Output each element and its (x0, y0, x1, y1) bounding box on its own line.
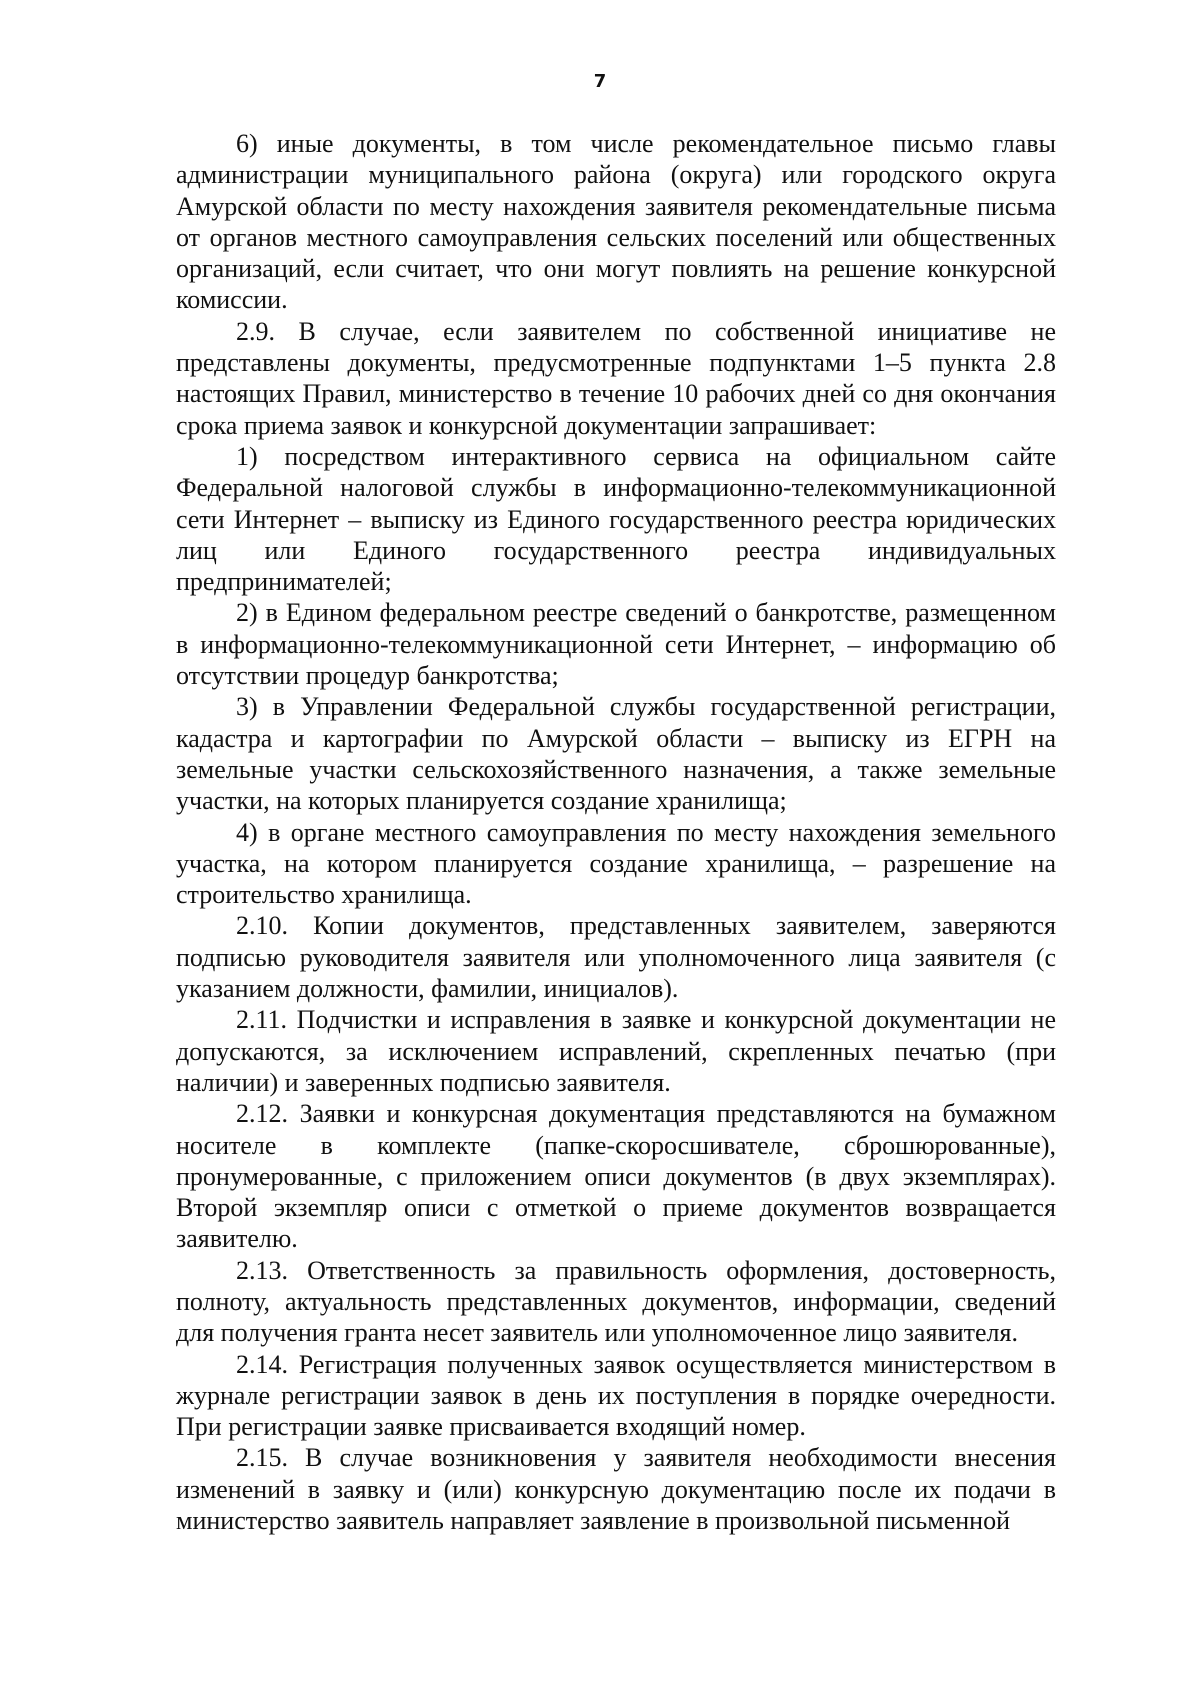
paragraph-2-11: 2.11. Подчистки и исправления в заявке и конкурсной документации не допускаются, за исключением исправлений, скрепленных печатью (при наличии) и заверенных подписью заявителя. (176, 1005, 1056, 1097)
document-body (176, 128, 1056, 1536)
paragraph-2-9-item-2: 2) в Едином федеральном реестре сведений о банкротстве, размещенном в информационно-телекоммуникационной сети Интернет, – информацию об отсутствии процедур банкротства; (176, 598, 1056, 691)
paragraph-2-10: 2.10. Копии документов, представленных заявителем, заверяются подписью руководителя заявителя или уполномоченного лица заявителя (с указанием должности, фамилии, инициалов). (176, 911, 1056, 1004)
paragraph-2-15: 2.15. В случае возникновения у заявителя необходимости внесения изменений в заявку и (или) конкурсную документацию после их подачи в министерство заявитель направляет заявление в произвольной письменной (176, 1443, 1056, 1536)
paragraph-2-13: 2.13. Ответственность за правильность оформления, достоверность, полноту, актуальность представленных документов, информации, сведений для получения гранта несет заявитель или уполномоченное лицо заявителя. (176, 1255, 1056, 1348)
paragraph-2-9: 2.9. В случае, если заявителем по собственной инициативе не представлены документы, предусмотренные подпунктами 1–5 пункта 2.8 настоящих Правил, министерство в течение 10 рабочих дней со дня окончания срока приема заявок и конкурсной документации запрашивает: (176, 316, 1056, 440)
paragraph-2-14: 2.14. Регистрация полученных заявок осуществляется министерством в журнале регистрации заявок в день их поступления в порядке очередности. При регистрации заявке присваивается входящий номер. (176, 1349, 1056, 1442)
paragraph-2-12: 2.12. Заявки и конкурсная документация представляются на бумажном носителе в комплекте (папке-скоросшивателе, сброшюрованные), пронумерованные, с приложением описи документов (в двух экземплярах). Второй экземпляр описи с отметкой о приеме документов возвращается заявителю. (176, 1099, 1056, 1254)
page-number: 7 (593, 71, 607, 92)
paragraph-2-9-item-1: 1) посредством интерактивного сервиса на официальном сайте Федеральной налоговой службы в информационно-телекоммуникационной сети Интернет – выписку из Единого государственного реестра юридических лиц или Единого государственного реестра индивидуальных предпринимателей; (176, 441, 1056, 597)
paragraph-2-9-item-4: 4) в органе местного самоуправления по месту нахождения земельного участка, на котором планируется создание хранилища, – разрешение на строительство хранилища. (176, 817, 1056, 910)
paragraph-item-6-other-documents: 6) иные документы, в том числе рекомендательное письмо главы администрации муниципального района (округа) или городского округа Амурской области по месту нахождения заявителя рекомендательные письма от органов местного самоуправления сельских поселений или общественных организаций, если считает, что они могут повлиять на решение конкурсной комиссии. (176, 129, 1056, 315)
paragraph-2-9-item-3: 3) в Управлении Федеральной службы государственной регистрации, кадастра и картографии по Амурской области – выписку из ЕГРН на земельные участки сельскохозяйственного назначения, а также земельные участки, на которых планируется создание хранилища; (176, 692, 1056, 816)
